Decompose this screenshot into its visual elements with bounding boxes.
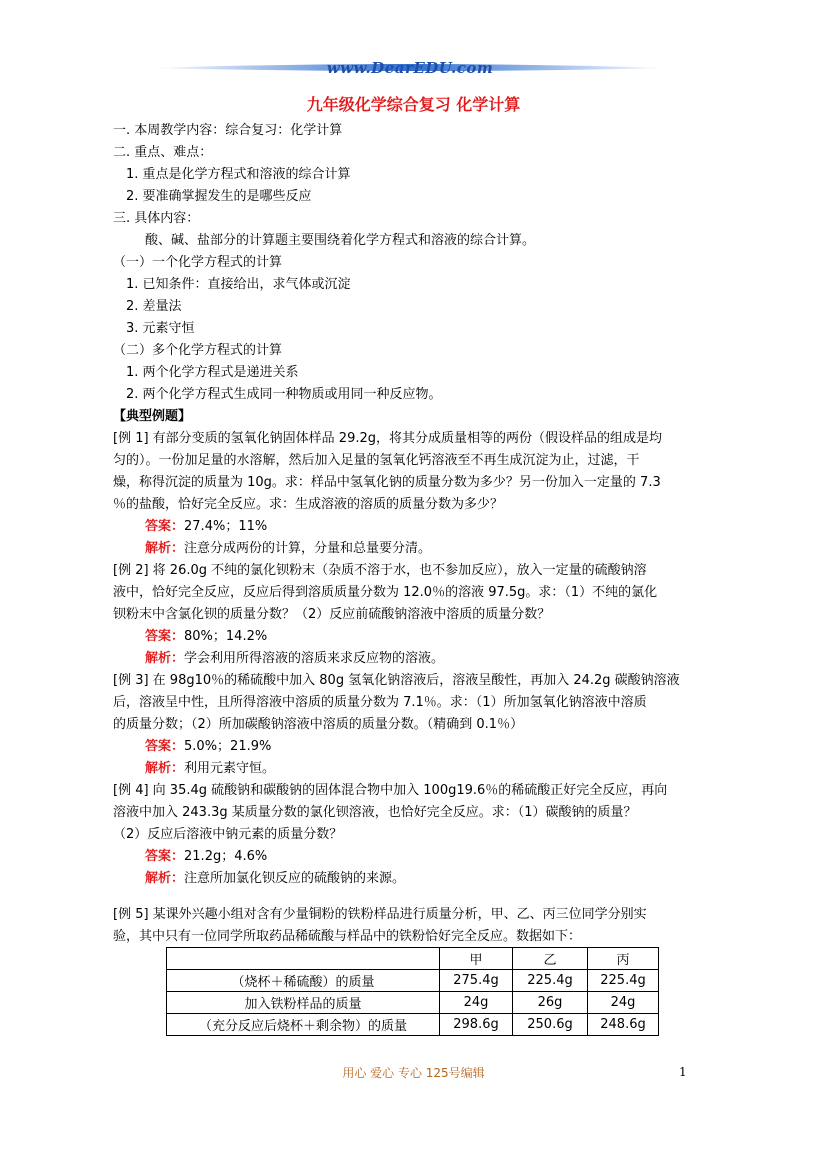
- analysis-label: 解析：: [145, 871, 185, 886]
- table-header-cell: 丙: [588, 948, 659, 970]
- analysis-value: 注意分成两份的计算，分量和总量要分清。: [184, 541, 432, 556]
- example-line: 溶液中加入 243.3g 某质量分数的氯化钡溶液，也恰好完全反应。求：（1）碳酸钠的质量？: [113, 805, 637, 820]
- outline-line: 3. 元素守恒: [126, 321, 195, 336]
- example-line: 燥，称得沉淀的质量为 10g。求：样品中氢氧化钠的质量分数为多少？另一份加入一定量的 7.3: [113, 475, 661, 490]
- answer-label: 答案：: [145, 849, 185, 864]
- outline-line: 2. 要准确掌握发生的是哪些反应: [126, 189, 312, 204]
- analysis-value: 注意所加氯化钡反应的硫酸钠的来源。: [184, 871, 406, 886]
- table-cell: 250.6g: [513, 1014, 588, 1036]
- outline-line: 二. 重点、难点：: [113, 145, 213, 160]
- table-cell: 24g: [588, 992, 659, 1014]
- answer-line: [113, 736, 640, 758]
- answer-label: 答案：: [145, 629, 185, 644]
- analysis-line: [113, 538, 640, 560]
- table-cell: 加入铁粉样品的质量: [167, 992, 440, 1014]
- example-line: 液中，恰好完全反应，反应后得到溶质质量分数为 12.0％的溶液 97.5g。求：（1）不纯的氯化: [113, 585, 658, 600]
- table-cell: 26g: [513, 992, 588, 1014]
- example-line: 的质量分数；（2）所加碳酸钠溶液中溶质的质量分数。（精确到 0.1％）: [113, 717, 524, 732]
- data-table: [166, 947, 659, 1036]
- example-4: [113, 780, 668, 890]
- example-line: ％的盐酸，恰好完全反应。求：生成溶液的溶质的质量分数为多少？: [113, 497, 504, 512]
- example-line: 钡粉末中含氯化钡的质量分数？（2）反应前硫酸钠溶液中溶质的质量分数？: [113, 607, 551, 622]
- analysis-value: 利用元素守恒。: [184, 761, 276, 776]
- answer-value: 5.0%；21.9%: [184, 739, 272, 754]
- document-body: [113, 120, 680, 948]
- table-header-row: [167, 948, 659, 970]
- example-line: [例 4] 向 35.4g 硫酸钠和碳酸钠的固体混合物中加入 100g19.6％的稀硫酸正好完全反应，再向: [113, 783, 668, 798]
- answer-line: [113, 626, 640, 648]
- table-cell: 24g: [440, 992, 513, 1014]
- answer-value: 27.4%；11%: [184, 519, 268, 534]
- table-row: [167, 992, 659, 1014]
- table-cell: 275.4g: [440, 970, 513, 992]
- page-number: 1: [679, 1065, 687, 1079]
- header-logo: [150, 58, 670, 80]
- page-footer: 用心 爱心 专心 125号编辑: [342, 1066, 485, 1080]
- outline-line: 1. 已知条件：直接给出，求气体或沉淀: [126, 277, 351, 292]
- example-line: [例 2] 将 26.0g 不纯的氯化钡粉末（杂质不溶于水，也不参加反应），放入一定量的硫酸钠溶: [113, 563, 647, 578]
- table-row: [167, 1014, 659, 1036]
- outline-line: 三. 具体内容：: [113, 211, 200, 226]
- analysis-label: 解析：: [145, 761, 185, 776]
- answer-label: 答案：: [145, 519, 185, 534]
- outline-line: 2. 两个化学方程式生成同一种物质或用同一种反应物。: [126, 387, 442, 402]
- answer-value: 80%；14.2%: [184, 629, 268, 644]
- example-line: 匀的）。一份加足量的水溶解，然后加入足量的氢氧化钙溶液至不再生成沉淀为止，过滤，干: [113, 453, 640, 468]
- table-cell: 248.6g: [588, 1014, 659, 1036]
- analysis-value: 学会利用所得溶液的溶质来求反应物的溶液。: [184, 651, 445, 666]
- example-1: [113, 428, 663, 560]
- section-heading: 【典型例题】: [113, 409, 192, 424]
- outline-line: 酸、碱、盐部分的计算题主要围绕着化学方程式和溶液的综合计算。: [145, 233, 536, 248]
- analysis-label: 解析：: [145, 541, 185, 556]
- logo-text: www.DearEDU.com: [326, 59, 494, 77]
- table-header-cell: 甲: [440, 948, 513, 970]
- example-line: [例 5] 某课外兴趣小组对含有少量铜粉的铁粉样品进行质量分析，甲、乙、丙三位同学分别实: [113, 907, 647, 922]
- example-2: [113, 560, 658, 670]
- answer-label: 答案：: [145, 739, 185, 754]
- spacer: [113, 890, 640, 904]
- document-title: 九年级化学综合复习 化学计算: [306, 95, 521, 114]
- example-line: 后，溶液呈中性，且所得溶液中溶质的质量分数为 7.1％。求：（1）所加氢氧化钠溶液中溶质: [113, 695, 647, 710]
- table-row: [167, 970, 659, 992]
- example-5: [113, 904, 647, 948]
- analysis-label: 解析：: [145, 651, 185, 666]
- analysis-line: [113, 868, 640, 890]
- outline-line: （二）多个化学方程式的计算: [113, 343, 283, 358]
- table-cell: （充分反应后烧杯＋剩余物）的质量: [167, 1014, 440, 1036]
- outline-line: （一）一个化学方程式的计算: [113, 255, 283, 270]
- table-cell: 225.4g: [588, 970, 659, 992]
- analysis-line: [113, 648, 640, 670]
- outline-line: 一. 本周教学内容：综合复习：化学计算: [113, 123, 343, 138]
- example-line: [例 3] 在 98g10％的稀硫酸中加入 80g 氢氧化钠溶液后，溶液呈酸性，再加入 24.2g 碳酸钠溶液: [113, 673, 680, 688]
- example-line: （2）反应后溶液中钠元素的质量分数？: [113, 827, 343, 842]
- table-cell: （烧杯＋稀硫酸）的质量: [167, 970, 440, 992]
- outline-line: 1. 重点是化学方程式和溶液的综合计算: [126, 167, 351, 182]
- table-cell: 225.4g: [513, 970, 588, 992]
- table-header-cell: [167, 948, 440, 970]
- example-line: [例 1] 有部分变质的氢氧化钠固体样品 29.2g，将其分成质量相等的两份（假设样品的组成是均: [113, 431, 663, 446]
- analysis-line: [113, 758, 640, 780]
- example-3: [113, 670, 680, 780]
- example-line: 验，其中只有一位同学所取药品稀硫酸与样品中的铁粉恰好完全反应。数据如下：: [113, 929, 582, 944]
- answer-value: 21.2g；4.6%: [184, 849, 268, 864]
- answer-line: [113, 846, 640, 868]
- outline-line: 2. 差量法: [126, 299, 182, 314]
- table-header-cell: 乙: [513, 948, 588, 970]
- table-cell: 298.6g: [440, 1014, 513, 1036]
- answer-line: [113, 516, 640, 538]
- outline-line: 1. 两个化学方程式是递进关系: [126, 365, 299, 380]
